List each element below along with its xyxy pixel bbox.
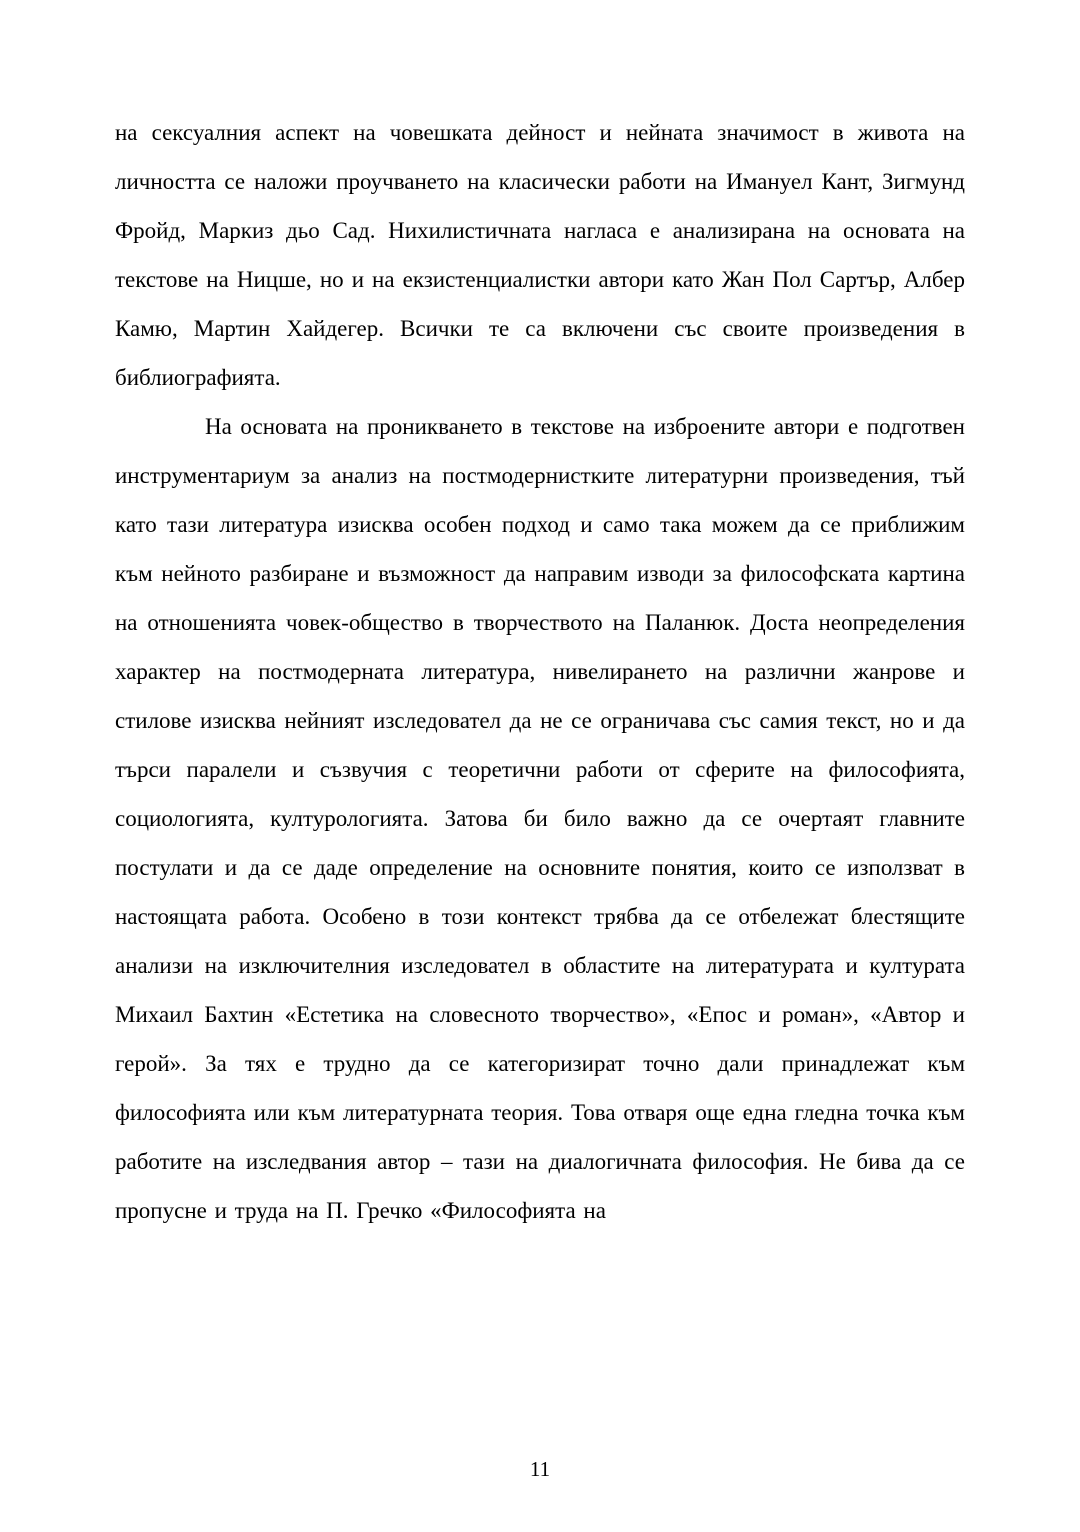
paragraph-body: На основата на проникването в текстове на изброените автори е подготвен инструментариум за анализ на постмодернистките литературни произведения, тъй като тази литература изисква особен подход и само така можем да се приближим към нейното разбиране и възможност да направим изводи за философската картина на отношенията човек-общество в творчеството на Паланюк. Доста неопределения характер на постмодерната литература, нивелирането на различни жанрове и стилове изисква нейният изследовател да не се ограничава със самия текст, но и да търси паралели и съзвучия с теоретични работи от сферите на философията, социологията, културологията. Затова би било важно да се очертаят главните постулати и да се даде определение на основните понятия, които се използват в настоящата работа. Особено в този контекст трябва да се отбележат блестящите анализи на изключителния изследовател в областите на литературата и културата Михаил Бахтин «Естетика на словесното творчество», «Епос и роман», «Автор и герой». За тях е трудно да се категоризират точно дали принадлежат към философията или към литературната теория. Това отваря още една гледна точка към работите на изследвания автор – тази на диалогичната философия. Не бива да се пропусне и труда на П. Гречко «Философията на [115, 414, 965, 1223]
page-content [115, 108, 965, 1235]
paragraph-continuation: на сексуалния аспект на човешката дейност и нейната значимост в живота на личността се наложи проучването на класически работи на Имануел Кант, Зигмунд Фройд, Маркиз дьо Сад. Нихилистичната нагласа е анализирана на основата на текстове на Ницше, но и на екзистенциалистки автори като Жан Пол Сартър, Албер Камю, Мартин Хайдегер. Всички те са включени със своите произведения в библиографията. [115, 120, 965, 390]
page-number: 11 [529, 1457, 551, 1481]
